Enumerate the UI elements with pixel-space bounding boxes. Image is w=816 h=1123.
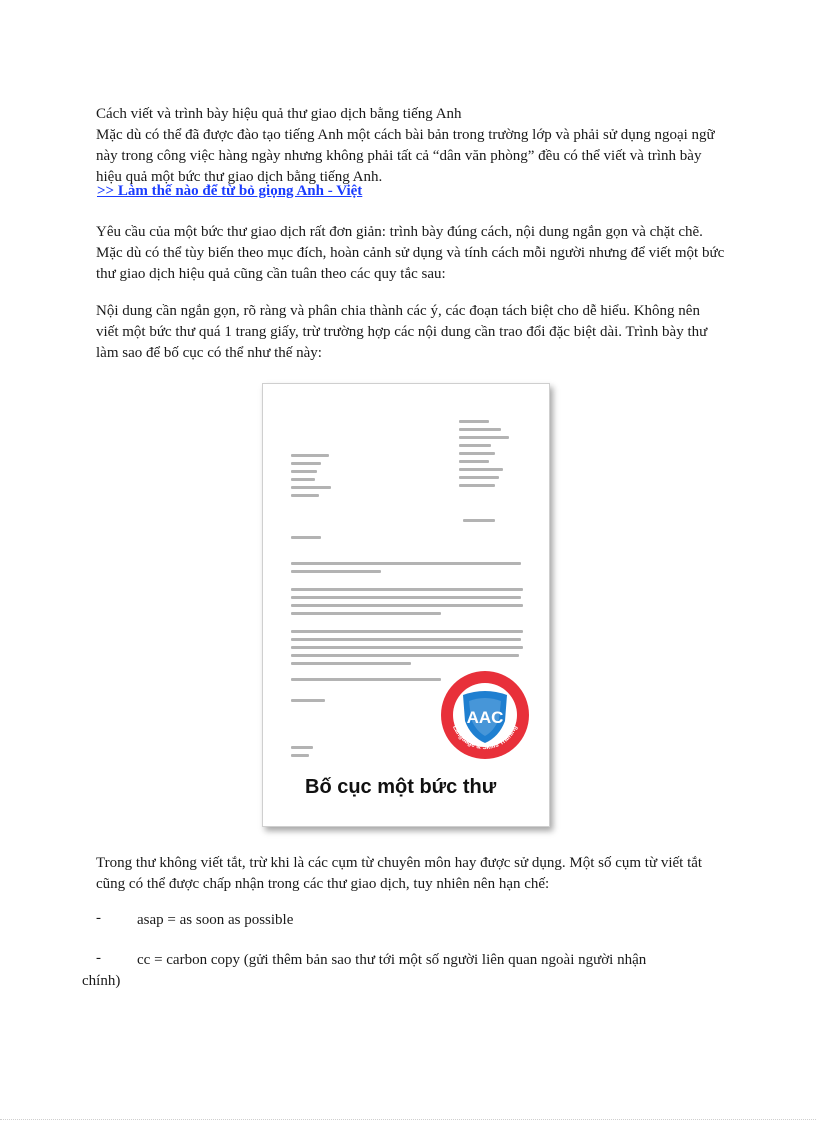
related-article-link[interactable]: >> Làm thế nào để từ bỏ giọng Anh - Việt — [97, 183, 363, 199]
bullet-item-cc-continuation: chính) — [82, 973, 121, 989]
logo-text: AAC — [466, 708, 504, 727]
abbreviation-paragraph: Trong thư không viết tắt, trừ khi là các cụm từ chuyên môn hay được sử dụng. Một số cụm từ viết tắt cũng có thể được chấp nhận trong các thư giao dịch, tuy nhiên nên hạn chế: — [96, 855, 703, 892]
bullet-item-cc: cc = carbon copy (gửi thêm bản sao thư tới một số người liên quan ngoài người nhận — [137, 952, 647, 968]
content-rules-paragraph: Nội dung cần ngắn gọn, rõ ràng và phân chia thành các ý, các đoạn tách biệt cho dễ hiểu. Không nên viết một bức thư quá 1 trang giấy, trừ trường hợp các nội dung cần trao đổi đặc biệt dài. Trình bày thư làm sao để bố cục có thể như thế này: — [96, 303, 708, 361]
bullet-dash: - — [96, 950, 101, 966]
page-title: Cách viết và trình bày hiệu quả thư giao dịch bằng tiếng Anh — [96, 106, 462, 122]
bullet-item-asap: asap = as soon as possible — [137, 912, 294, 928]
letter-layout-figure — [262, 383, 550, 827]
aac-logo-icon — [439, 669, 531, 761]
bullet-dash: - — [96, 910, 101, 926]
requirements-paragraph: Yêu cầu của một bức thư giao dịch rất đơn giản: trình bày đúng cách, nội dung ngắn gọn và chặt chẽ. Mặc dù có thể tùy biến theo mục đích, hoàn cảnh sử dụng và tính cách mỗi người nhưng để viết một bức thư giao dịch hiệu quả cũng cần tuân theo các quy tắc sau: — [96, 224, 725, 282]
figure-caption: Bố cục một bức thư — [305, 776, 497, 798]
page-bottom-border — [0, 1119, 816, 1120]
logo-ring-text: Language & Skills Training — [451, 724, 519, 752]
intro-paragraph: Mặc dù có thể đã được đào tạo tiếng Anh một cách bài bản trong trường lớp và phải sử dụng ngoại ngữ này trong công việc hàng ngày nhưng không phải tất cả “dân văn phòng” đều có thể viết và trình bày hiệu quả một bức thư giao dịch bằng tiếng Anh. — [96, 127, 715, 185]
